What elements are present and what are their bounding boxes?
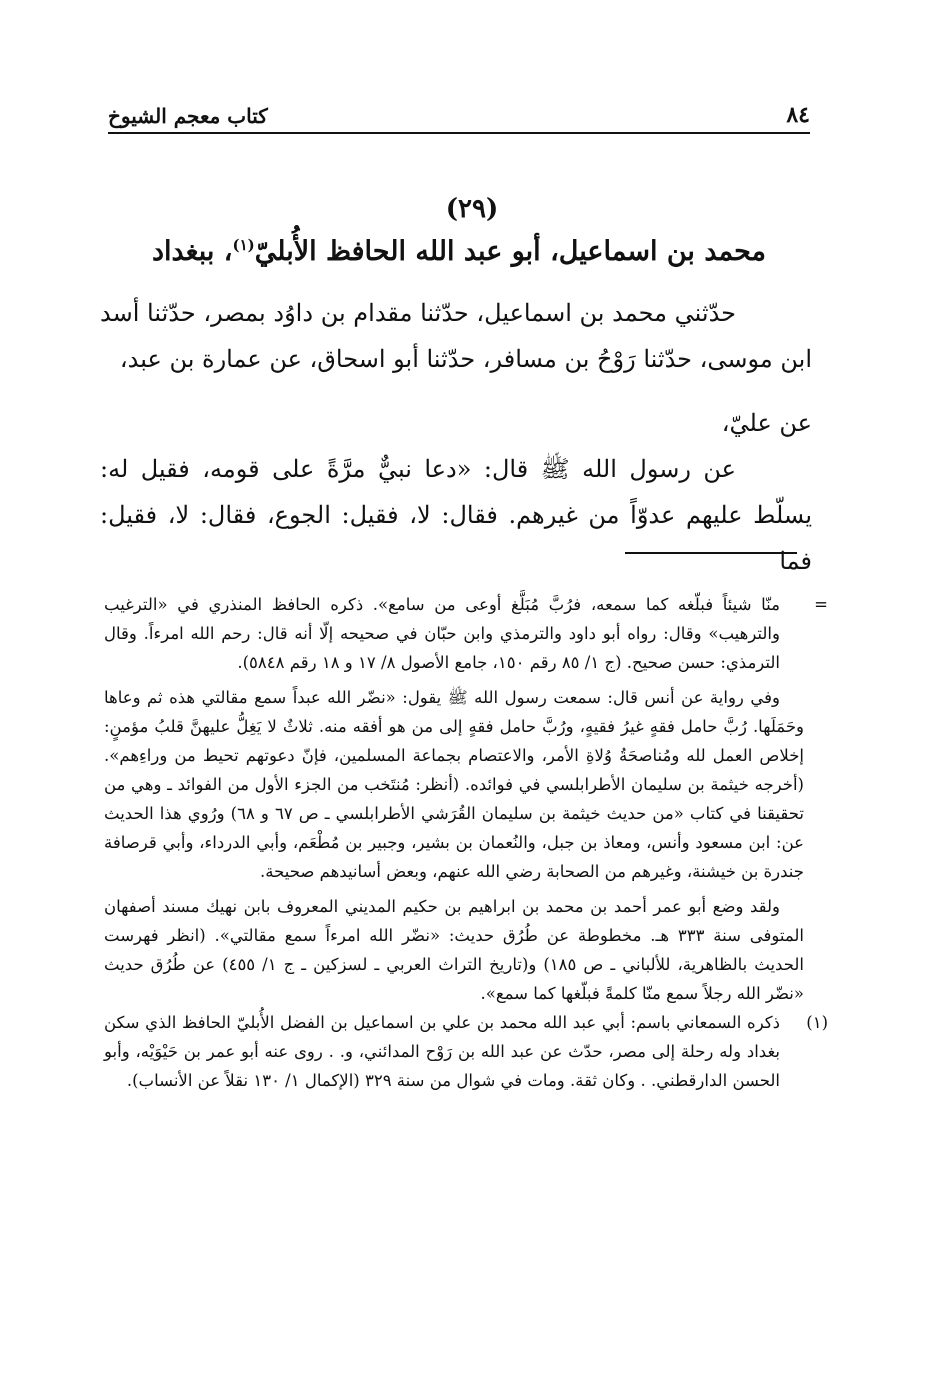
footnote-abu-amr: ولقد وضع أبو عمر أحمد بن محمد بن ابراهيم بن حكيم المديني المعروف بابن نهيك مسند أصفهان المتوفى سنة ٣٣٣ هـ. مخطوطة عن طُرُق حديث: «نضّر الله امرءاً سمع مقالتي». (انظر فهرست الحديث بالظاهرية، للألباني ـ ص ١٨٥) و(تاريخ التراث العربي ـ لسزكين ـ ج ١/ ٤٥٥) عن طُرُق حديث «نضّر الله رجلاً سمع منّا كلمةً فبلّغها كما سمع».	[104, 897, 804, 1003]
footnote-anas: وفي رواية عن أنس قال: سمعت رسول الله ﷺ يقول: «نضّر الله عبداً سمع مقالتي هذه ثم وعاها وحَمَلَها. رُبَّ حامل فقهٍ غيرُ فقيهٍ، ورُبَّ حامل فقهٍ إلى من هو أفقه منه. ثلاثٌ لا يَغِلُّ عليهنَّ قلبُ مؤمنٍ: إخلاص العمل لله ومُناصحَةُ وُلاةِ الأمر، والاعتصام بجماعة المسلمين، فإنّ دعوتهم تحيط من وراءِهم». (أخرجه خيثمة بن سليمان الأطرابلسي في فوائده. (أنظر: مُنتَخب من الجزء الأول من الفوائد ـ وهي من تحقيقنا في كتاب «من حديث خيثمة بن سليمان القُرَشي الأطرابلسي ـ ص ٦٧ و ٦٨) ورُوي هذا الحديث عن: ابن مسعود وأنس، ومعاذ بن جبل، والنُعمان بن بشير، وجبير بن مُطْعَم، وأبي الدرداء، وأبي قرصافة جندرة بن خيشنة، وغيرهم من الصحابة رضي الله عنهم، وبعض أسانيدهم صحيحة.	[104, 688, 804, 881]
book-title: كتاب معجم الشيوخ	[108, 104, 268, 128]
main-text	[100, 290, 812, 584]
isnad-end-paragraph: عن عليّ،	[721, 409, 812, 437]
entry-title	[108, 236, 810, 267]
footnotes	[104, 590, 828, 1095]
running-header	[108, 100, 810, 134]
footnote-continuation-text: منّا شيئاً فبلّغه كما سمعه، فرُبَّ مُبَلَّغ أوعى من سامع». ذكره الحافظ المنذري في «الترغيب والترهيب» وقال: رواه أبو داود والترمذي وابن حبّان في صحيحه إلّا أنه قال: رحم الله امرءاً. وقال الترمذي: حسن صحيح. (ج ١/ ٨٥ رقم ١٥٠، جامع الأصول ٨/ ١٧ و ١٨ رقم ٥٨٤٨).	[104, 595, 780, 672]
entry-title-place: ، ببغداد	[151, 236, 233, 267]
continuation-marker: =	[814, 595, 828, 614]
footnote-continuation	[104, 590, 828, 677]
footnote-ref[interactable]: (١)	[232, 236, 255, 254]
entry-title-text: محمد بن اسماعيل، أبو عبد الله الحافظ الأُبليّ	[254, 236, 766, 267]
isnad-paragraph: حدّثني محمد بن اسماعيل، حدّثنا مقدام بن داوُد بمصر، حدّثنا أسد ابن موسى، حدّثنا رَوْحُ بن مسافر، حدّثنا أبو اسحاق، عن عمارة بن عبد،	[100, 299, 812, 373]
footnote-1-marker: (١)	[806, 1013, 828, 1032]
page-number: ٨٤	[786, 102, 810, 128]
entry-number: (٢٩)	[445, 194, 499, 224]
footnote-1-text: ذكره السمعاني باسم: أبي عبد الله محمد بن علي بن اسماعيل بن الفضل الأُبليّ الحافظ الذي سكن بغداد وله رحلة إلى مصر، حدّث عن عبد الله بن رَوْح المدائني، و. . روى عنه أبو عمر بن حَيْوَيْه، وأبو الحسن الدارقطني. . وكان ثقة. ومات في شوال من سنة ٣٢٩ (الإكمال ١/ ١٣٠ نقلاً عن الأنساب).	[104, 1013, 780, 1090]
footnote-1	[104, 1008, 828, 1095]
matn-paragraph: عن رسول الله ﷺ قال: «دعا نبيٌّ مرَّةً على قومه، فقيل له: يسلّط عليهم عدوّاً من غيرهم. فقال: لا، فقيل: الجوع، فقال: لا، فقيل: فما	[100, 455, 812, 575]
footnote-separator	[625, 552, 797, 554]
